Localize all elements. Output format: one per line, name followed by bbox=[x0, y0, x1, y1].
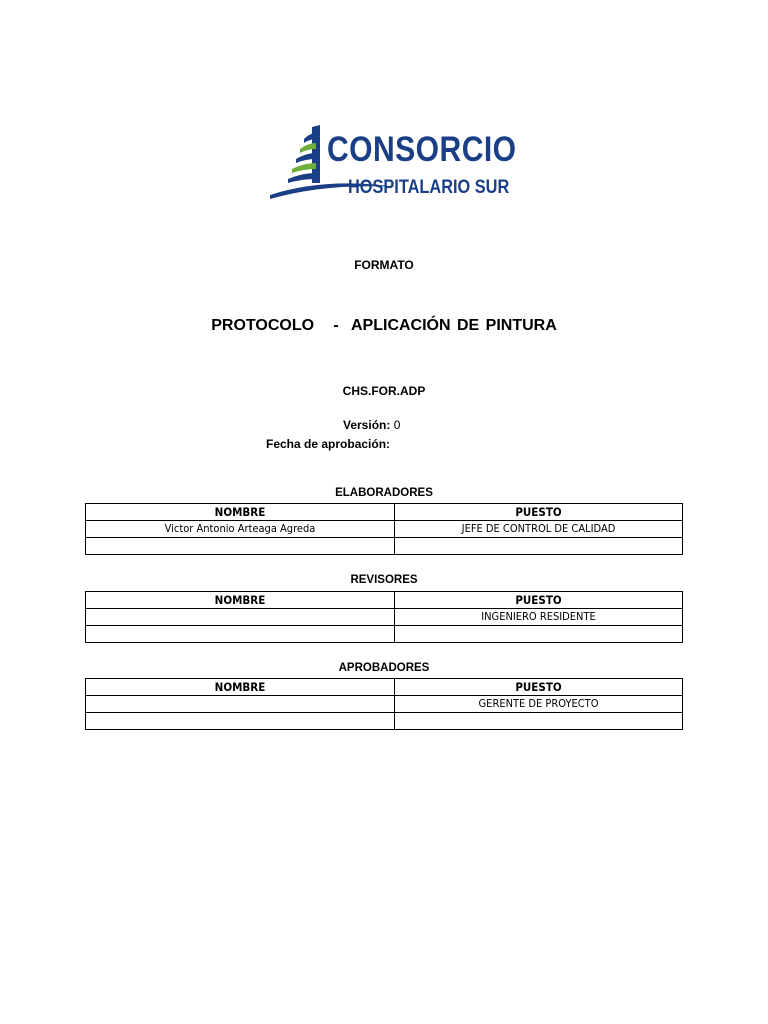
table-header-row bbox=[86, 504, 683, 521]
table-row bbox=[86, 713, 683, 730]
table-row bbox=[86, 609, 683, 626]
approval-date-label: Fecha de aprobación: bbox=[266, 437, 391, 451]
cell-puesto bbox=[395, 626, 683, 643]
cell-puesto: INGENIERO RESIDENTE bbox=[395, 609, 683, 626]
cell-nombre bbox=[86, 713, 395, 730]
elaboradores-table bbox=[85, 503, 683, 555]
column-header-nombre: NOMBRE bbox=[86, 592, 395, 609]
column-header-puesto: PUESTO bbox=[395, 679, 683, 696]
doc-code: CHS.FOR.ADP bbox=[342, 384, 426, 398]
section-label-revisores: REVISORES bbox=[350, 574, 418, 586]
column-header-nombre: NOMBRE bbox=[86, 679, 395, 696]
cell-nombre bbox=[86, 609, 395, 626]
table-row bbox=[86, 538, 683, 555]
column-header-nombre: NOMBRE bbox=[86, 504, 395, 521]
aprobadores-table bbox=[85, 678, 683, 730]
cell-puesto: GERENTE DE PROYECTO bbox=[395, 696, 683, 713]
cell-puesto: JEFE DE CONTROL DE CALIDAD bbox=[395, 521, 683, 538]
version-label: Versión: bbox=[343, 418, 391, 432]
table-header-row bbox=[86, 679, 683, 696]
cell-nombre: Victor Antonio Arteaga Agreda bbox=[86, 521, 395, 538]
version-value: 0 bbox=[393, 418, 401, 432]
doc-title: PROTOCOLO - APLICACIÓN DE PINTURA bbox=[211, 317, 557, 334]
logo-wordmark-consorcio: CONSORCIO bbox=[327, 130, 517, 169]
column-header-puesto: PUESTO bbox=[395, 504, 683, 521]
section-label-elaboradores: ELABORADORES bbox=[335, 487, 433, 499]
cell-puesto bbox=[395, 538, 683, 555]
doc-type-label: FORMATO bbox=[354, 258, 414, 272]
cell-nombre bbox=[86, 538, 395, 555]
section-label-aprobadores: APROBADORES bbox=[338, 662, 430, 674]
revisores-table bbox=[85, 591, 683, 643]
cell-nombre bbox=[86, 696, 395, 713]
column-header-puesto: PUESTO bbox=[395, 592, 683, 609]
table-row bbox=[86, 626, 683, 643]
cell-puesto bbox=[395, 713, 683, 730]
version-line bbox=[343, 418, 400, 432]
table-header-row bbox=[86, 592, 683, 609]
cell-nombre bbox=[86, 626, 395, 643]
logo-wordmark-hospitalario: HOSPITALARIO SUR bbox=[348, 177, 510, 198]
table-row bbox=[86, 521, 683, 538]
table-row bbox=[86, 696, 683, 713]
